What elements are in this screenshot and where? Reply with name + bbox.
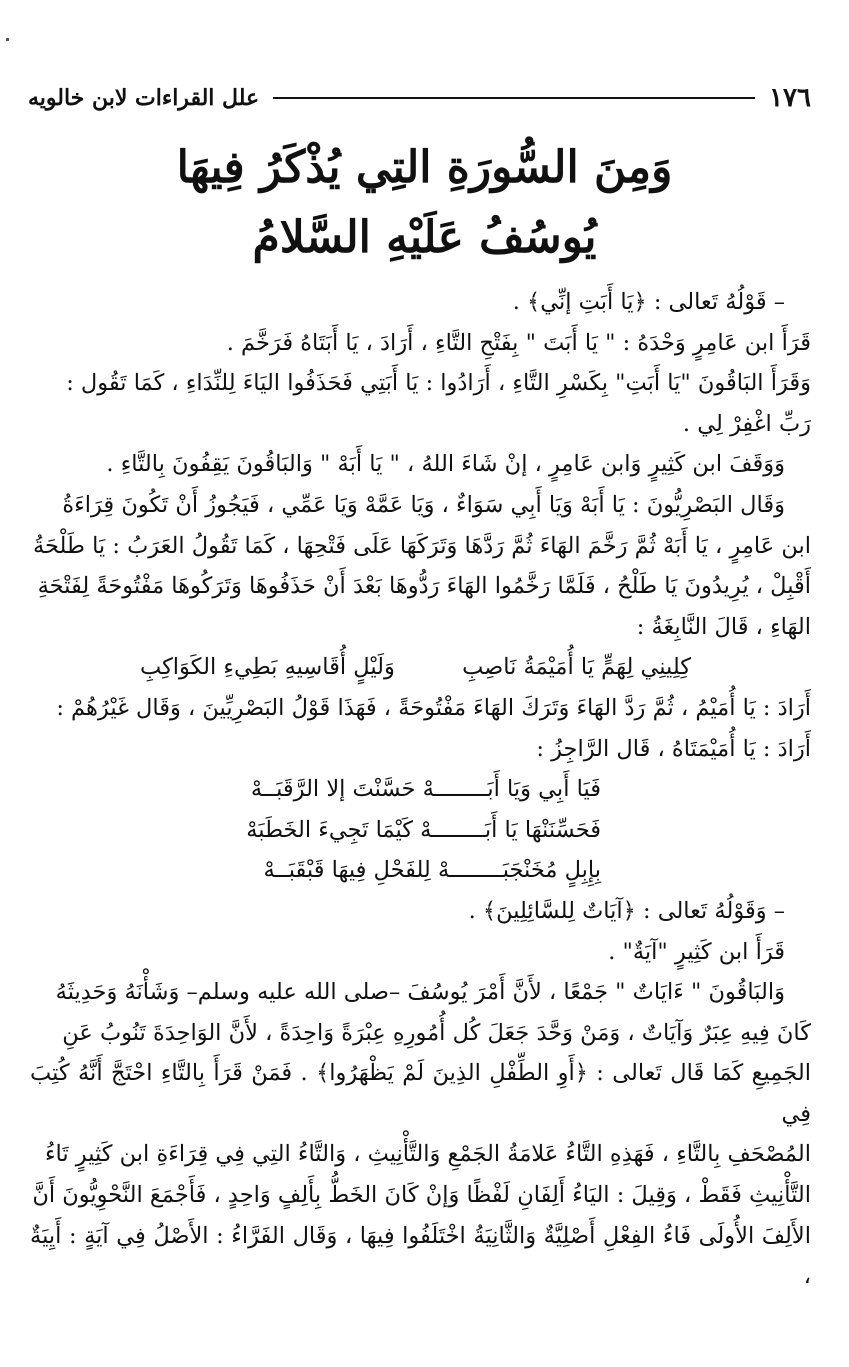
chapter-title-line-1: وَمِنَ السُّورَةِ التِي يُذْكَرُ فِيهَا: [176, 142, 673, 193]
text-line: وَقَرَأَ البَاقُونَ "يَا أَبَتِ" بِكَسْرِ التَّاءِ ، أَرَادُوا : يَا أَبَتِي فَحَذَفُوا اليَاءَ لِلنِّدَاءِ ، كَمَا تَقُول :: [66, 370, 811, 397]
text-line: وَالبَاقُونَ " ءَايَاتٌ " جَمْعًا ، لأَنَّ أَمْرَ يُوسُفَ –صلى الله عليه وسلم– وَشَأْنَهُ وَحَدِيثَهُ: [55, 979, 785, 1006]
text-line: قَرَأَ ابن عَامِرٍ وَحْدَهُ : " يَا أَبَتَ " بِفَتْحِ التَّاءِ ، أَرَادَ ، يَا أَبَتَاهُ فَرَخَّمَ .: [226, 329, 811, 356]
scan-speck: [6, 38, 9, 41]
rajaz-poem: [30, 769, 811, 891]
text-line: الأَلِفَ الأُولَى فَاءُ الفِعْلِ أَصْلِيَّةٌ وَالثَّانِيَةُ اخْتَلَفُوا فِيهَا ، وَقَال الفَرَّاءُ : الأَصْلُ فِي آيَةٍ : أَيِيَةٌ ،: [30, 1222, 811, 1290]
text-line: ابن عَامِرٍ ، يَا أَبَهْ ثُمَّ رَخَّمَ الهَاءَ ثُمَّ رَدَّهَا وَتَرَكَهَا عَلَى فَتْحِهَا ، كَمَا تَقُولُ العَرَبُ : يَا طَلْحَةُ: [32, 532, 811, 559]
text-line: وَقَال البَصْرِيُّونَ : يَا أَبَهْ وَيَا أَبِي سَوَاءٌ ، وَيَا عَمَّهْ وَيَا عَمِّي ، فَيَجُوزُ أَنْ تَكُونَ قِرَاءَةُ: [62, 491, 785, 518]
rajaz-line: بِإِبِلٍ مُخَنْجَبَــــــــهْ لِلفَحْلِ فِيهَا قَبْقَبَــهْ: [263, 857, 601, 884]
page-header: [28, 78, 811, 118]
text-line: – قَوْلُهُ تَعالى : ﴿يَا أَبَتِ إنِّي﴾ .: [512, 289, 785, 315]
header-rule: [273, 97, 755, 99]
text-line: وَوَقَفَ ابن كَثِيرٍ وَابن عَامِرٍ ، إنْ شَاءَ اللهُ ، " يَا أَبَهْ " وَالبَاقُونَ يَقِفُونَ بِالتَّاءِ .: [106, 451, 785, 478]
text-line: أَقْبِلْ ، يُرِيدُونَ يَا طَلْحُ ، فَلَمَّا رَخَّمُوا الهَاءَ رَدُّوهَا بَعْدَ أَنْ حَذَفُوهَا وَتَرَكُوهَا مَفْتُوحَةً لِفَتْحَةِ: [37, 573, 811, 600]
poetry-verse: [30, 647, 811, 688]
rajaz-line: فَيَا أَبِي وَيَا أَبَــــــــهْ حَسَّنْتَ إلا الرَّقَبَــهْ: [250, 776, 601, 803]
text-line: كَانَ فِيهِ عِبَرٌ وَآيَاتٌ ، وَمَنْ وَحَّدَ جَعَلَ كُل أُمُورِهِ عِبْرَةً وَاحِدَةً ، لأَنَّ الوَاحِدَةَ تَنُوبُ عَنِ: [62, 1019, 811, 1046]
text-line: أَرَادَ : يَا أُمَيْمَتَاهُ ، قَال الرَّاجِزُ :: [536, 735, 811, 762]
text-line: المُصْحَفِ بِالتَّاءِ ، فَهَذِهِ التَّاءُ عَلامَةُ الجَمْعِ وَالتَّأْنِيثِ ، وَالتَّاءُ التِي فِي قِرَاءَةِ ابن كَثِيرٍ تَاءُ: [44, 1141, 811, 1168]
rajaz-line: فَحَسِّنَنْهَا يَا أَبَــــــــهْ كَيْمَا تَجِيءَ الخَطَبَهْ: [246, 816, 601, 843]
verse-first-hemistich: كِلِينِي لِهَمٍّ يَا أُمَيْمَةُ نَاصِبِ: [462, 654, 691, 681]
body-text: [30, 282, 811, 1297]
verse-second-hemistich: وَلَيْلٍ أُقَاسِيهِ بَطِيءِ الكَوَاكِبِ: [140, 654, 395, 681]
text-line: رَبِّ اغْفِرْ لِي .: [682, 410, 811, 437]
text-line: – وَقَوْلُهُ تَعالى : ﴿آيَاتٌ لِلسَّائِلِينَ﴾ .: [468, 897, 785, 924]
running-title: علل القراءات لابن خالويه: [28, 85, 260, 111]
text-line: قَرَأَ ابن كَثِيرٍ "آيَةٌ" .: [608, 938, 785, 965]
text-line: التَّأْنِيثِ فَقَطْ ، وَقِيلَ : اليَاءُ أَلِفَانِ لَفْظًا وَإنْ كَانَ الخَطُّ بِأَلِفٍ وَاحِدٍ ، فَأَجْمَعَ النَّحْوِيُّونَ أَنَّ: [32, 1182, 811, 1209]
page-number: ١٧٦: [769, 83, 811, 113]
text-line: أَرَادَ : يَا أُمَيْمُ ، ثُمَّ رَدَّ الهَاءَ وَتَرَكَ الهَاءَ مَفْتُوحَةً ، فَهَذَا قَوْلُ البَصْرِيِّينَ ، وَقَال غَيْرُهُمْ :: [56, 694, 811, 721]
text-line: الجَمِيعِ كَمَا قَال تَعالى : ﴿أَوِ الطِّفْلِ الذِينَ لَمْ يَظْهَرُوا﴾ . فَمَنْ قَرَأَ بِالتَّاءِ احْتَجَّ أَنَّهُ كُتِبَ فِي: [30, 1060, 811, 1127]
chapter-title-line-2: يُوسُفُ عَلَيْهِ السَّلامُ: [252, 212, 597, 263]
text-line: الهَاءِ ، قَالَ النَّابِغَةُ :: [636, 613, 811, 640]
